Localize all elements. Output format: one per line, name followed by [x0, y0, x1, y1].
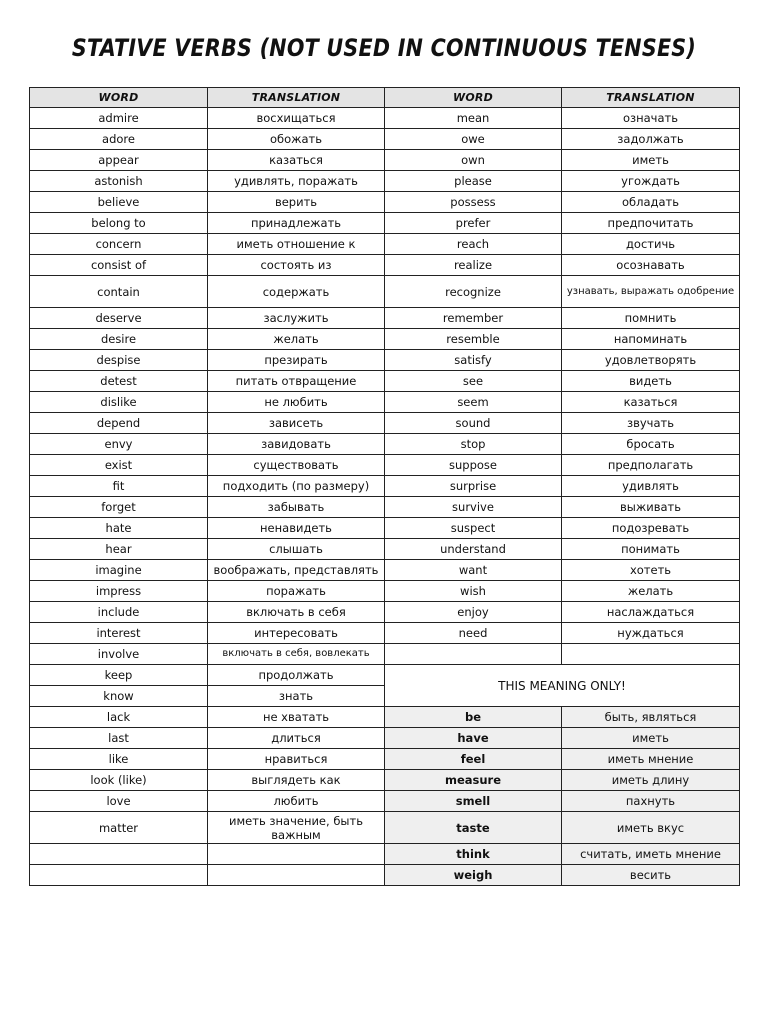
translation-cell: длиться [208, 728, 385, 749]
translation-cell: поражать [208, 581, 385, 602]
translation-cell: иметь вкус [562, 812, 740, 844]
table-row [30, 108, 740, 129]
table-row [30, 539, 740, 560]
table-row [30, 770, 740, 791]
table-row [30, 171, 740, 192]
translation-cell: не хватать [208, 707, 385, 728]
word-cell: impress [30, 581, 208, 602]
translation-cell: принадлежать [208, 213, 385, 234]
translation-cell: выглядеть как [208, 770, 385, 791]
translation-cell: удовлетворять [562, 350, 740, 371]
word-cell: contain [30, 276, 208, 308]
table-header-row [30, 88, 740, 108]
translation-cell [562, 644, 740, 665]
translation-cell: иметь [562, 150, 740, 171]
translation-cell: предпочитать [562, 213, 740, 234]
translation-cell [208, 865, 385, 886]
word-cell: understand [385, 539, 562, 560]
table-row [30, 560, 740, 581]
translation-cell: выживать [562, 497, 740, 518]
translation-cell: удивлять [562, 476, 740, 497]
table-row [30, 476, 740, 497]
word-cell: lack [30, 707, 208, 728]
translation-cell: презирать [208, 350, 385, 371]
translation-cell: помнить [562, 308, 740, 329]
word-cell: weigh [385, 865, 562, 886]
translation-cell: хотеть [562, 560, 740, 581]
translation-cell: восхищаться [208, 108, 385, 129]
table-row [30, 392, 740, 413]
word-cell: seem [385, 392, 562, 413]
translation-cell: достичь [562, 234, 740, 255]
word-cell: sound [385, 413, 562, 434]
word-cell: imagine [30, 560, 208, 581]
word-cell: detest [30, 371, 208, 392]
word-cell: survive [385, 497, 562, 518]
translation-cell: нравиться [208, 749, 385, 770]
word-cell: think [385, 844, 562, 865]
word-cell: deserve [30, 308, 208, 329]
word-cell: exist [30, 455, 208, 476]
word-cell: want [385, 560, 562, 581]
translation-cell: верить [208, 192, 385, 213]
column-header-word: WORD [385, 88, 562, 108]
translation-cell: подозревать [562, 518, 740, 539]
word-cell: have [385, 728, 562, 749]
table-row [30, 518, 740, 539]
translation-cell: предполагать [562, 455, 740, 476]
word-cell: forget [30, 497, 208, 518]
table-row [30, 581, 740, 602]
translation-cell: иметь длину [562, 770, 740, 791]
word-cell [385, 644, 562, 665]
word-cell: include [30, 602, 208, 623]
translation-cell: обладать [562, 192, 740, 213]
stative-verbs-table [29, 87, 740, 886]
word-cell: matter [30, 812, 208, 844]
translation-cell: иметь мнение [562, 749, 740, 770]
translation-cell: видеть [562, 371, 740, 392]
table-row [30, 844, 740, 865]
table-row [30, 812, 740, 844]
translation-cell: желать [208, 329, 385, 350]
translation-cell: знать [208, 686, 385, 707]
word-cell: know [30, 686, 208, 707]
translation-cell: содержать [208, 276, 385, 308]
word-cell: believe [30, 192, 208, 213]
word-cell: depend [30, 413, 208, 434]
word-cell: keep [30, 665, 208, 686]
table-row [30, 865, 740, 886]
meaning-note: THIS MEANING ONLY! [385, 665, 740, 707]
column-header-translation: TRANSLATION [562, 88, 740, 108]
word-cell: appear [30, 150, 208, 171]
word-cell: taste [385, 812, 562, 844]
translation-cell [208, 844, 385, 865]
word-cell: last [30, 728, 208, 749]
table-row [30, 371, 740, 392]
translation-cell: иметь [562, 728, 740, 749]
translation-cell: наслаждаться [562, 602, 740, 623]
word-cell: astonish [30, 171, 208, 192]
table-row [30, 329, 740, 350]
word-cell: prefer [385, 213, 562, 234]
translation-cell: питать отвращение [208, 371, 385, 392]
word-cell: suspect [385, 518, 562, 539]
table-row [30, 150, 740, 171]
word-cell: possess [385, 192, 562, 213]
word-cell: realize [385, 255, 562, 276]
word-cell: mean [385, 108, 562, 129]
translation-cell: звучать [562, 413, 740, 434]
word-cell: remember [385, 308, 562, 329]
word-cell: envy [30, 434, 208, 455]
translation-cell: завидовать [208, 434, 385, 455]
table-row [30, 192, 740, 213]
translation-cell: весить [562, 865, 740, 886]
word-cell: like [30, 749, 208, 770]
word-cell: satisfy [385, 350, 562, 371]
table-row [30, 644, 740, 665]
table-row [30, 255, 740, 276]
table-row [30, 728, 740, 749]
word-cell: own [385, 150, 562, 171]
translation-cell: казаться [208, 150, 385, 171]
translation-cell: казаться [562, 392, 740, 413]
table-row [30, 234, 740, 255]
word-cell [30, 865, 208, 886]
table-row [30, 413, 740, 434]
page-title: STATIVE VERBS (NOT USED IN CONTINUOUS TENSES) [71, 34, 697, 62]
word-cell: consist of [30, 255, 208, 276]
translation-cell: понимать [562, 539, 740, 560]
translation-cell: включать в себя, вовлекать [208, 644, 385, 665]
word-cell: be [385, 707, 562, 728]
table-row [30, 350, 740, 371]
word-cell: measure [385, 770, 562, 791]
table-row [30, 602, 740, 623]
translation-cell: забывать [208, 497, 385, 518]
word-cell: hear [30, 539, 208, 560]
translation-cell: продолжать [208, 665, 385, 686]
word-cell: stop [385, 434, 562, 455]
word-cell: dislike [30, 392, 208, 413]
translation-cell: ненавидеть [208, 518, 385, 539]
word-cell: admire [30, 108, 208, 129]
translation-cell: иметь отношение к [208, 234, 385, 255]
table-row [30, 707, 740, 728]
word-cell: involve [30, 644, 208, 665]
translation-cell: интересовать [208, 623, 385, 644]
word-cell: owe [385, 129, 562, 150]
translation-cell: означать [562, 108, 740, 129]
translation-cell: слышать [208, 539, 385, 560]
translation-cell: угождать [562, 171, 740, 192]
table-row [30, 129, 740, 150]
table-row [30, 623, 740, 644]
translation-cell: заслужить [208, 308, 385, 329]
table-row [30, 791, 740, 812]
translation-cell: состоять из [208, 255, 385, 276]
word-cell: suppose [385, 455, 562, 476]
translation-cell: иметь значение, быть важным [208, 812, 385, 844]
column-header-translation: TRANSLATION [208, 88, 385, 108]
translation-cell: напоминать [562, 329, 740, 350]
word-cell: surprise [385, 476, 562, 497]
word-cell: please [385, 171, 562, 192]
word-cell: desire [30, 329, 208, 350]
word-cell: recognize [385, 276, 562, 308]
word-cell: hate [30, 518, 208, 539]
word-cell: adore [30, 129, 208, 150]
translation-cell: зависеть [208, 413, 385, 434]
table-row [30, 276, 740, 308]
table-row [30, 749, 740, 770]
word-cell: concern [30, 234, 208, 255]
word-cell: despise [30, 350, 208, 371]
table-row [30, 213, 740, 234]
word-cell: love [30, 791, 208, 812]
translation-cell: существовать [208, 455, 385, 476]
translation-cell: включать в себя [208, 602, 385, 623]
table-row [30, 455, 740, 476]
column-header-word: WORD [30, 88, 208, 108]
word-cell: need [385, 623, 562, 644]
word-cell: smell [385, 791, 562, 812]
table-row [30, 434, 740, 455]
translation-cell: осознавать [562, 255, 740, 276]
table-row [30, 497, 740, 518]
word-cell: look (like) [30, 770, 208, 791]
word-cell: wish [385, 581, 562, 602]
translation-cell: подходить (по размеру) [208, 476, 385, 497]
translation-cell: нуждаться [562, 623, 740, 644]
word-cell: resemble [385, 329, 562, 350]
translation-cell: обожать [208, 129, 385, 150]
translation-cell: не любить [208, 392, 385, 413]
translation-cell: желать [562, 581, 740, 602]
translation-cell: любить [208, 791, 385, 812]
translation-cell: узнавать, выражать одобрение [562, 276, 740, 308]
word-cell: see [385, 371, 562, 392]
table-row [30, 665, 740, 686]
word-cell: feel [385, 749, 562, 770]
word-cell: enjoy [385, 602, 562, 623]
translation-cell: задолжать [562, 129, 740, 150]
word-cell [30, 844, 208, 865]
word-cell: fit [30, 476, 208, 497]
translation-cell: считать, иметь мнение [562, 844, 740, 865]
translation-cell: пахнуть [562, 791, 740, 812]
word-cell: interest [30, 623, 208, 644]
word-cell: belong to [30, 213, 208, 234]
translation-cell: быть, являться [562, 707, 740, 728]
word-cell: reach [385, 234, 562, 255]
translation-cell: бросать [562, 434, 740, 455]
table-row [30, 308, 740, 329]
translation-cell: воображать, представлять [208, 560, 385, 581]
translation-cell: удивлять, поражать [208, 171, 385, 192]
